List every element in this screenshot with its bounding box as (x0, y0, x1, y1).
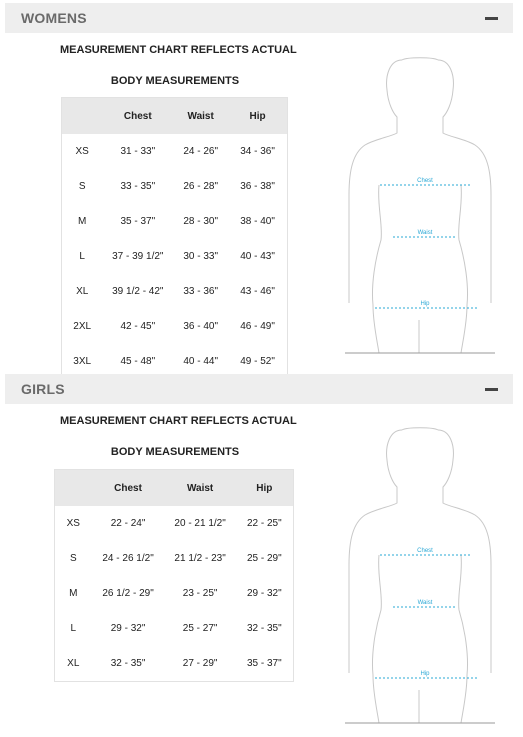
minus-icon[interactable] (485, 11, 499, 25)
measurement-cell: 37 - 39 1/2" (112, 251, 164, 262)
size-label: S (69, 553, 77, 564)
table-row (62, 169, 288, 204)
measurement-cell: 32 - 35" (246, 623, 282, 634)
measurement-cell: 35 - 37" (120, 216, 156, 227)
measurement-cell: 30 - 33" (183, 251, 218, 262)
measurement-cell: 45 - 48" (120, 356, 156, 367)
measurement-cell: 22 - 24" (110, 518, 146, 529)
table-row (62, 204, 288, 239)
measurement-cell: 46 - 49" (240, 321, 275, 332)
measurement-cell: 20 - 21 1/2" (174, 518, 226, 529)
hip-label: Hip (420, 301, 430, 307)
chest-label: Chest (417, 178, 433, 184)
size-label: M (78, 216, 87, 227)
measurement-cell: 29 - 32" (110, 623, 146, 634)
table-row (62, 134, 288, 169)
size-label: M (69, 588, 78, 599)
measurement-cell: 49 - 52" (240, 356, 275, 367)
measurement-cell: 28 - 30" (183, 216, 218, 227)
table-row (62, 239, 288, 274)
section-title: WOMENS (21, 10, 87, 26)
section-title: GIRLS (21, 381, 65, 397)
measurement-cell: 26 1/2 - 29" (102, 588, 154, 599)
waist-label: Waist (417, 230, 433, 236)
measurement-cell: 33 - 35" (120, 181, 156, 192)
size-label: S (78, 181, 86, 192)
size-label: XS (66, 518, 80, 529)
caption-line-1: MEASUREMENT CHART REFLECTS ACTUAL (60, 44, 297, 56)
table-row (55, 646, 294, 682)
measurement-cell: 24 - 26 1/2" (102, 553, 154, 564)
column-header (55, 470, 92, 507)
size-label: XL (67, 658, 80, 669)
table-body (55, 506, 294, 682)
size-label: XS (75, 146, 89, 157)
table-row (62, 274, 288, 309)
measurement-cell: 31 - 33" (120, 146, 156, 157)
measurement-cell: 35 - 37" (246, 658, 282, 669)
measurement-cell: 39 1/2 - 42" (112, 286, 164, 297)
size-label: 3XL (73, 356, 92, 367)
measurement-cell: 25 - 27" (182, 623, 218, 634)
chest-label: Chest (417, 548, 433, 554)
column-header-waist: Waist (173, 98, 228, 135)
table-row (55, 576, 294, 611)
table-row (55, 506, 294, 541)
caption-line-2: BODY MEASUREMENTS (110, 75, 240, 87)
measurement-cell: 32 - 35" (110, 658, 146, 669)
measurement-cell: 36 - 38" (240, 181, 275, 192)
measurement-cell: 38 - 40" (240, 216, 275, 227)
column-header-waist: Waist (165, 470, 236, 507)
measurement-cell: 26 - 28" (183, 181, 218, 192)
hip-label: Hip (420, 671, 430, 677)
measurement-cell: 22 - 25" (246, 518, 282, 529)
measurement-cell: 40 - 43" (240, 251, 275, 262)
column-header-chest: Chest (92, 470, 165, 507)
caption-line-1: MEASUREMENT CHART REFLECTS ACTUAL (60, 415, 297, 427)
measurement-cell: 25 - 29" (246, 553, 282, 564)
waist-label: Waist (417, 600, 433, 606)
minus-icon[interactable] (485, 382, 499, 396)
size-label: L (79, 251, 85, 262)
measurement-cell: 21 1/2 - 23" (174, 553, 226, 564)
size-table-girls (54, 469, 294, 682)
measurement-cell: 23 - 25" (182, 588, 218, 599)
size-label: XL (76, 286, 89, 297)
table-row (55, 541, 294, 576)
measurement-cell: 34 - 36" (240, 146, 275, 157)
body-figure-girls (345, 425, 495, 730)
measurement-cell: 24 - 26" (183, 146, 218, 157)
table-body (62, 134, 288, 380)
column-header-hip: Hip (228, 98, 287, 135)
section-header-womens[interactable] (5, 3, 513, 33)
column-header-hip: Hip (236, 470, 294, 507)
size-label: L (70, 623, 77, 634)
size-label: 2XL (73, 321, 92, 332)
column-header-chest: Chest (102, 98, 173, 135)
table-row (62, 309, 288, 344)
measurement-cell: 43 - 46" (240, 286, 275, 297)
measurement-cell: 27 - 29" (182, 658, 218, 669)
measurement-cell: 40 - 44" (183, 356, 218, 367)
caption-line-2: BODY MEASUREMENTS (110, 446, 240, 458)
measurement-cell: 33 - 36" (183, 286, 218, 297)
measurement-cell: 29 - 32" (246, 588, 282, 599)
measurement-cell: 42 - 45" (120, 321, 156, 332)
measurement-cell: 36 - 40" (183, 321, 218, 332)
size-table-womens (61, 97, 288, 380)
column-header (62, 98, 103, 135)
section-header-girls[interactable] (5, 374, 513, 404)
body-figure-womens (345, 55, 495, 360)
table-row (55, 611, 294, 646)
